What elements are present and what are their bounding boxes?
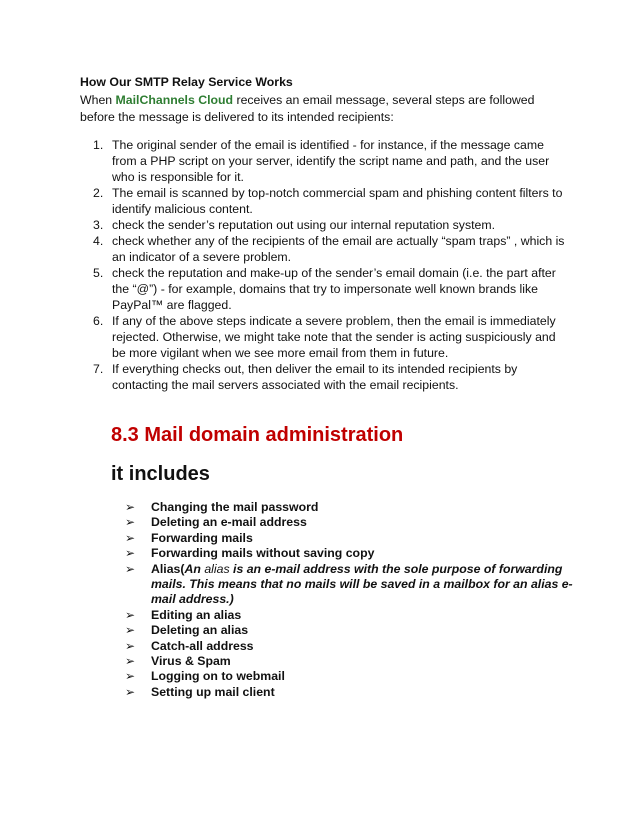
step-number: 4. <box>93 234 104 248</box>
step-number: 1. <box>93 138 104 152</box>
arrow-bullet-icon: ➢ <box>125 623 136 638</box>
step-text: The original sender of the email is identified - for instance, if the message came from a PHP script on your server, identify the script name and path, and the user who is responsible for it. <box>112 138 550 184</box>
alias-word: alias <box>204 561 230 576</box>
list-item <box>125 562 595 608</box>
item-label: Forwarding mails without saving copy <box>151 546 375 561</box>
list-item <box>80 313 565 361</box>
list-item <box>125 623 595 638</box>
step-text: The email is scanned by top-notch commercial spam and phishing content filters to identify malicious content. <box>112 186 563 216</box>
step-text: If everything checks out, then deliver the email to its intended recipients by contacting the mail servers associated with the email recipients. <box>112 362 518 392</box>
item-label: Virus & Spam <box>151 654 231 669</box>
alias-description <box>151 562 573 607</box>
list-item <box>125 639 595 654</box>
item-label: Catch-all address <box>151 638 254 653</box>
arrow-bullet-icon: ➢ <box>125 561 136 576</box>
admin-items-list <box>125 500 595 700</box>
item-label: Forwarding mails <box>151 530 253 545</box>
list-item <box>125 546 595 561</box>
alias-desc-start: An <box>184 561 205 576</box>
list-item <box>125 531 595 546</box>
step-text: check the reputation and make-up of the sender’s email domain (i.e. the part after the “@”) - for example, domains that try to impersonate well known brands like PayPal™ are flagged. <box>112 266 556 312</box>
arrow-bullet-icon: ➢ <box>125 654 136 669</box>
list-item <box>80 233 565 265</box>
intro-text-start: When <box>80 93 116 107</box>
list-item <box>125 500 595 515</box>
section-title: 8.3 Mail domain administration <box>111 424 404 446</box>
step-number: 7. <box>93 362 104 376</box>
list-item <box>80 265 565 313</box>
list-item <box>80 217 565 233</box>
step-text: check whether any of the recipients of the email are actually “spam traps” , which is an indicator of a severe problem. <box>112 234 565 264</box>
arrow-bullet-icon: ➢ <box>125 546 136 561</box>
step-number: 3. <box>93 218 104 232</box>
arrow-bullet-icon: ➢ <box>125 638 136 653</box>
intro-paragraph <box>80 92 560 126</box>
arrow-bullet-icon: ➢ <box>125 669 136 684</box>
intro-text-end: receives an email message, several steps are followed before the message is delivered to its intended recipients: <box>80 93 535 124</box>
steps-list <box>80 137 565 393</box>
arrow-bullet-icon: ➢ <box>125 515 136 530</box>
arrow-bullet-icon: ➢ <box>125 500 136 514</box>
item-label: Editing an alias <box>151 607 242 622</box>
item-label: Setting up mail client <box>151 684 275 699</box>
section-subtitle: it includes <box>111 463 210 485</box>
arrow-bullet-icon: ➢ <box>125 530 136 545</box>
item-label: Deleting an alias <box>151 623 249 638</box>
step-number: 5. <box>93 266 104 280</box>
step-number: 6. <box>93 314 104 328</box>
arrow-bullet-icon: ➢ <box>125 607 136 622</box>
step-text: If any of the above steps indicate a severe problem, then the email is immediately rejected. Otherwise, we might take note that the sender is acting suspiciously and be more vigilant when we see more email from them in future. <box>112 314 556 360</box>
alias-desc-rest: is an e-mail address with the sole purpose of forwarding mails. This means that no mails will be saved in a mailbox for an alias e-mail address.) <box>151 561 573 607</box>
list-item <box>125 608 595 623</box>
list-item <box>125 515 595 530</box>
step-number: 2. <box>93 186 104 200</box>
item-label: Deleting an e-mail address <box>151 515 307 530</box>
brand-name: MailChannels Cloud <box>115 93 234 107</box>
item-paren: ( <box>180 561 185 576</box>
item-label: Alias <box>151 561 181 576</box>
arrow-bullet-icon: ➢ <box>125 684 136 699</box>
section-heading: How Our SMTP Relay Service Works <box>80 75 293 89</box>
list-item <box>80 137 565 185</box>
list-item <box>80 361 565 393</box>
list-item <box>125 685 595 700</box>
item-label: Changing the mail password <box>151 500 319 514</box>
item-label: Logging on to webmail <box>151 669 285 684</box>
list-item <box>80 185 565 217</box>
list-item <box>125 669 595 684</box>
list-item <box>125 654 595 669</box>
step-text: check the sender’s reputation out using our internal reputation system. <box>112 218 496 232</box>
